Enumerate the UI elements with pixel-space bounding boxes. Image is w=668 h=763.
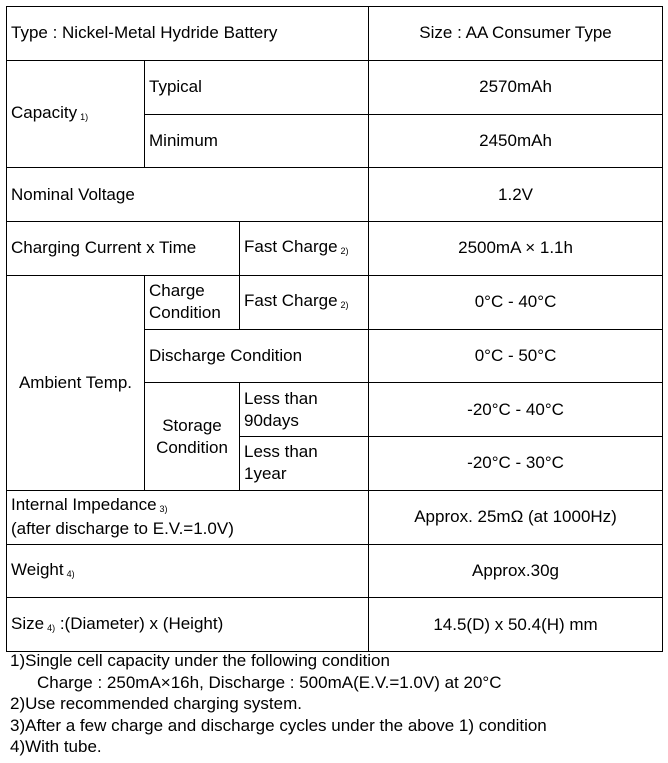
note-1: 1)Single cell capacity under the following condition (10, 651, 390, 670)
storage-long-label: Less than 1year (240, 437, 369, 491)
nominal-voltage-label: Nominal Voltage (7, 168, 369, 222)
capacity-minimum-value: 2450mAh (369, 114, 663, 168)
note-3: 3)After a few charge and discharge cycles under the above 1) condition (10, 715, 547, 735)
footnote-marker: 4) (66, 568, 75, 579)
footnote-marker: 2) (340, 246, 349, 257)
storage-short-value: -20°C - 40°C (369, 383, 663, 437)
charging-row (7, 222, 663, 276)
note-4: 4)With tube. (10, 737, 102, 757)
type-label: Type : Nickel-Metal Hydride Battery (7, 7, 369, 61)
size-label: Size $^{4)}$ :(Diameter) x (Height) (7, 598, 369, 652)
impedance-row (7, 490, 663, 544)
footnote-marker: 4) (47, 622, 56, 633)
charging-value: 2500mA × 1.1h (369, 222, 663, 276)
battery-spec-table (6, 6, 663, 652)
footnote-marker: 3) (159, 504, 168, 515)
footnote-marker: 2) (340, 300, 349, 311)
nominal-voltage-row (7, 168, 663, 222)
storage-long-value: -20°C - 30°C (369, 437, 663, 491)
note-2: 2)Use recommended charging system. (10, 694, 302, 714)
charge-condition-label: Charge Condition (145, 275, 240, 329)
footnotes (10, 650, 660, 758)
weight-row (7, 544, 663, 598)
size-value: 14.5(D) x 50.4(H) mm (369, 598, 663, 652)
capacity-typical-label: Typical (145, 60, 369, 114)
impedance-label: Internal Impedance $^{3)}$ (after discharge to E.V.=1.0V) (7, 490, 369, 544)
charging-label: Charging Current x Time (7, 222, 240, 276)
size-type-label: Size : AA Consumer Type (369, 7, 663, 61)
note-1-detail: Charge : 250mA×16h, Discharge : 500mA(E.V.=1.0V) at 20°C (37, 672, 502, 692)
nominal-voltage-value: 1.2V (369, 168, 663, 222)
capacity-typical-value: 2570mAh (369, 60, 663, 114)
ambient-temp-label: Ambient Temp. (7, 275, 145, 490)
impedance-value: Approx. 25mΩ (at 1000Hz) (369, 490, 663, 544)
weight-label: Weight $^{4)}$ (7, 544, 369, 598)
weight-value: Approx.30g (369, 544, 663, 598)
ambient-charge-row (7, 275, 663, 329)
capacity-minimum-label: Minimum (145, 114, 369, 168)
storage-condition-label: Storage Condition (145, 383, 240, 491)
discharge-condition-label: Discharge Condition (145, 329, 369, 383)
fast-charge-label: Fast Charge $^{2)}$ (240, 275, 369, 329)
capacity-label: Capacity $^{1)}$ (7, 60, 145, 168)
discharge-temp-value: 0°C - 50°C (369, 329, 663, 383)
storage-short-label: Less than 90days (240, 383, 369, 437)
footnote-marker: 1) (80, 112, 89, 122)
size-row (7, 598, 663, 652)
type-row (7, 7, 663, 61)
capacity-typical-row (7, 60, 663, 114)
charge-temp-value: 0°C - 40°C (369, 275, 663, 329)
charging-mode-label: Fast Charge $^{2)}$ (240, 222, 369, 276)
